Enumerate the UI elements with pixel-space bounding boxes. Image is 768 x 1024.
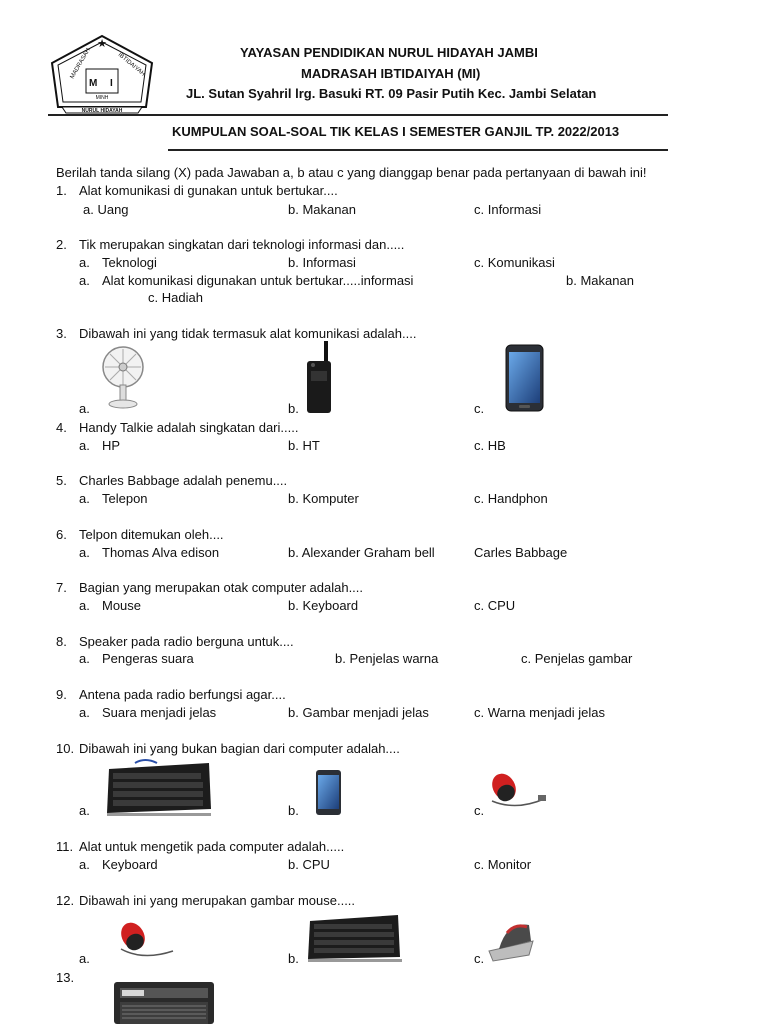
svg-text:I: I [110,78,113,89]
keyboard-image [105,761,213,817]
option-b: b. HT [288,438,320,453]
option-a: a. [79,803,90,818]
question-text: Dibawah ini yang bukan bagian dari computer adalah.... [79,741,400,756]
option-b: b. Komputer [288,491,359,506]
option-b: b. [288,401,299,416]
question-text: Dibawah ini yang merupakan gambar mouse..... [79,893,356,908]
mouse-image [113,921,177,965]
question-text: Alat untuk mengetik pada computer adalah..... [79,839,345,854]
school-name: MADRASAH IBTIDAIYAH (MI) [301,66,481,81]
option-c: c. CPU [474,598,516,613]
extra-option-c: c. Hadiah [148,290,203,305]
option-b: b. Gambar menjadi jelas [288,705,429,720]
option-a: Teknologi [102,255,157,270]
svg-text:MADRASAH: MADRASAH [69,47,92,80]
foundation-name: YAYASAN PENDIDIKAN NURUL HIDAYAH JAMBI [240,45,538,60]
option-c: c. [474,803,485,818]
option-a: Keyboard [102,857,158,872]
option-b: b. CPU [288,857,330,872]
iron-image [485,911,537,963]
option-a-label: a. [79,255,90,270]
keyboard-image [306,913,402,963]
option-b: b. Keyboard [288,598,359,613]
option-a-label: a. [79,491,90,506]
smartphone-image [315,769,342,816]
option-c: c. Informasi [474,202,542,217]
option-c: c. Komunikasi [474,255,555,270]
option-c: Carles Babbage [474,545,568,560]
option-a-label: a. [79,545,90,560]
question-text: Speaker pada radio berguna untuk.... [79,634,294,649]
option-c: c. Penjelas gambar [521,651,633,666]
option-a: a. Uang [83,202,129,217]
document-title: KUMPULAN SOAL-SOAL TIK KELAS I SEMESTER GANJIL TP. 2022/2013 [172,124,620,139]
option-c: c. [474,401,485,416]
option-a: a. [79,951,90,966]
option-a: Suara menjadi jelas [102,705,217,720]
question-number: 8. [56,634,67,649]
question-number: 5. [56,473,67,488]
option-b: b. Informasi [288,255,356,270]
svg-text:IBTIDAIYAH: IBTIDAIYAH [116,51,146,78]
extra-option-b: b. Makanan [566,273,634,288]
extra-label: a. [79,273,90,288]
question-number: 3. [56,326,67,341]
option-a: HP [102,438,121,453]
option-c: c. [474,951,485,966]
instruction: Berilah tanda silang (X) pada Jawaban a, b atau c yang dianggap benar pada pertanyaan di bawah ini! [56,165,647,180]
option-a-label: a. [79,598,90,613]
option-b: b. Makanan [288,202,356,217]
question-number: 6. [56,527,67,542]
question-number: 9. [56,687,67,702]
mouse-image [486,771,550,817]
question-text: Charles Babbage adalah penemu.... [79,473,288,488]
smartphone-image [505,344,544,412]
option-c: c. Warna menjadi jelas [474,705,606,720]
option-b: b. [288,951,299,966]
question-number: 4. [56,420,67,435]
option-a-label: a. [79,705,90,720]
option-a: Pengeras suara [102,651,194,666]
walkie-talkie-image [305,341,335,414]
header-divider [48,114,668,116]
option-b: b. Alexander Graham bell [288,545,435,560]
extra-text: Alat komunikasi digunakan untuk bertukar.....informasi [102,273,414,288]
school-logo [48,33,156,115]
svg-text:M: M [89,78,98,89]
radio-image [112,978,216,1024]
svg-text:MINH: MINH [95,95,109,101]
option-c: c. HB [474,438,506,453]
option-a: Thomas Alva edison [102,545,220,560]
question-text: Antena pada radio berfungsi agar.... [79,687,286,702]
question-number: 13. [56,970,75,985]
fan-image [100,345,146,411]
option-a-label: a. [79,857,90,872]
option-b: b. [288,803,299,818]
option-b: b. Penjelas warna [335,651,439,666]
question-text: Handy Talkie adalah singkatan dari..... [79,420,299,435]
question-number: 1. [56,183,67,198]
question-text: Alat komunikasi di gunakan untuk bertukar.... [79,183,338,198]
svg-text:NURUL HIDAYAH: NURUL HIDAYAH [81,108,123,114]
question-text: Tik merupakan singkatan dari teknologi informasi dan..... [79,237,405,252]
option-a-label: a. [79,438,90,453]
option-c: c. Monitor [474,857,532,872]
option-a: Mouse [102,598,142,613]
option-a: a. [79,401,90,416]
option-a: Telepon [102,491,148,506]
question-number: 12. [56,893,75,908]
title-underline [168,149,668,151]
question-text: Dibawah ini yang tidak termasuk alat komunikasi adalah.... [79,326,417,341]
question-number: 7. [56,580,67,595]
question-number: 10. [56,741,75,756]
svg-text:★: ★ [97,38,107,50]
question-text: Telpon ditemukan oleh.... [79,527,224,542]
question-number: 11. [56,839,74,854]
option-c: c. Handphon [474,491,548,506]
question-number: 2. [56,237,67,252]
question-text: Bagian yang merupakan otak computer adalah.... [79,580,364,595]
option-a-label: a. [79,651,90,666]
school-address: JL. Sutan Syahril lrg. Basuki RT. 09 Pasir Putih Kec. Jambi Selatan [186,86,597,101]
